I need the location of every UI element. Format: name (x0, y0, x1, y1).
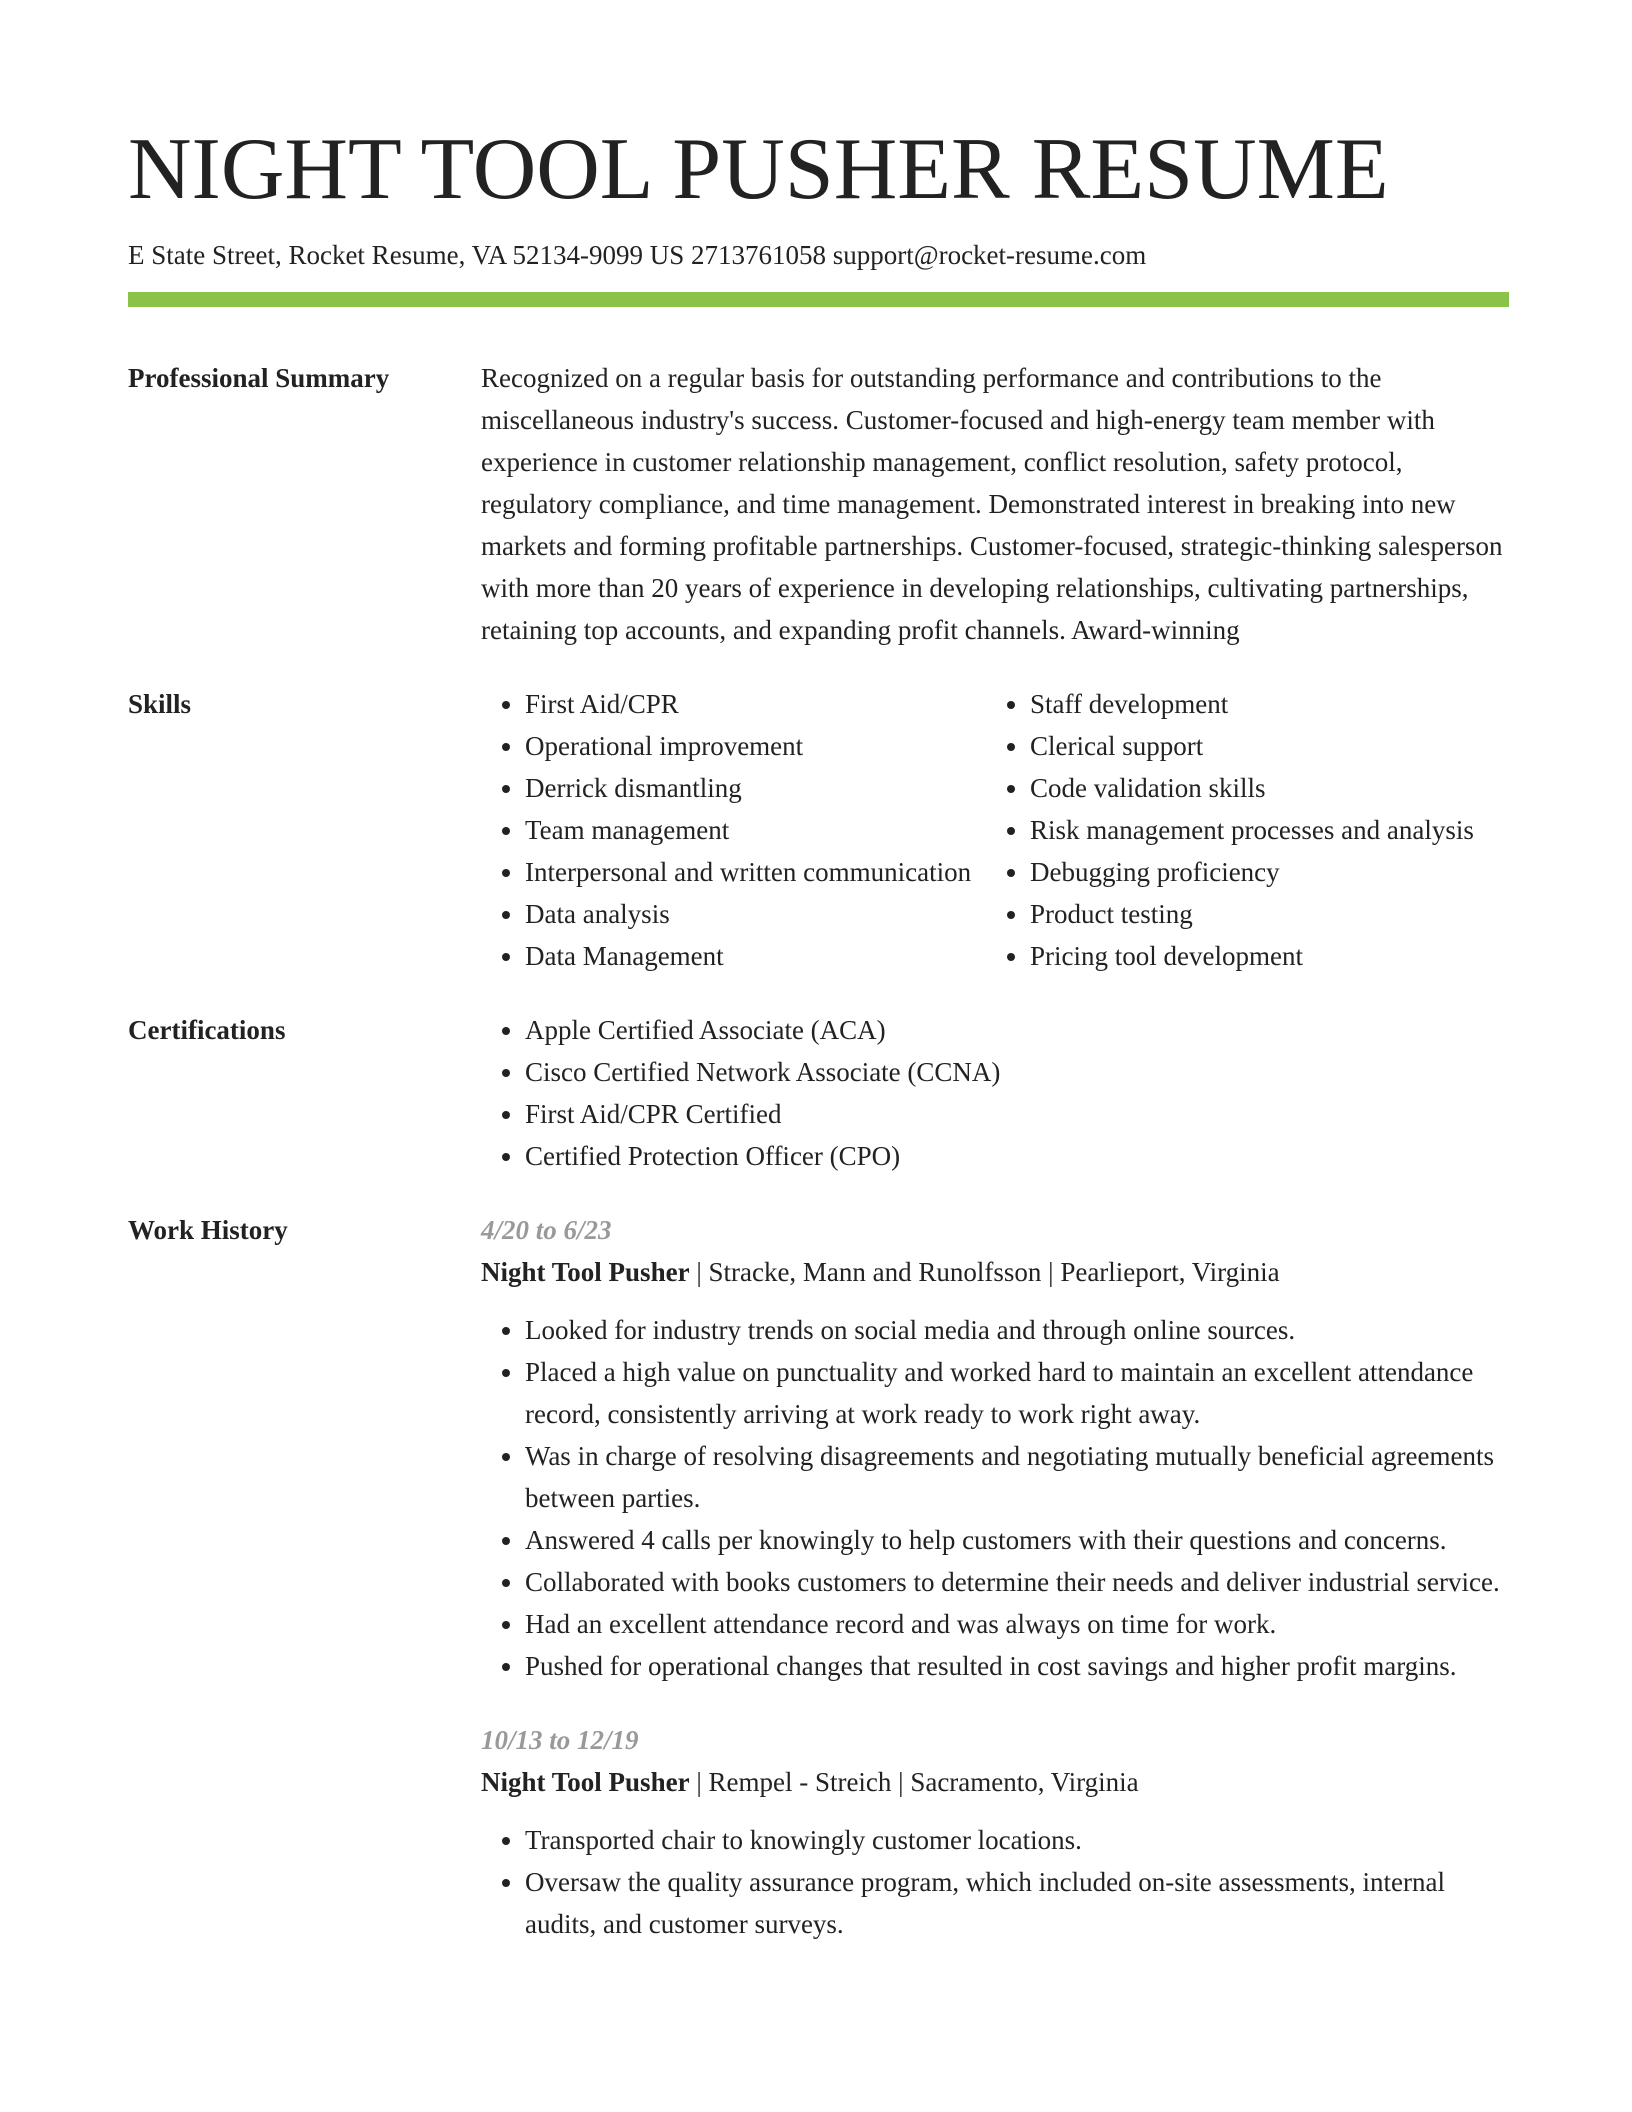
skill-item: • First Aid/CPR (525, 683, 986, 725)
job-bullet: • Pushed for operational changes that resulted in cost savings and higher profit margins. (525, 1645, 1509, 1687)
job-entry (481, 1719, 1509, 1945)
skill-item: • Operational improvement (525, 725, 986, 767)
skills-list-left (481, 683, 986, 977)
job-bullet: • Was in charge of resolving disagreements and negotiating mutually beneficial agreements between parties. (525, 1435, 1509, 1519)
job-bullet: • Oversaw the quality assurance program, which included on-site assessments, internal audits, and customer surveys. (525, 1861, 1509, 1945)
skill-item: • Data Management (525, 935, 986, 977)
certifications-section (128, 1009, 1509, 1177)
summary-section (128, 357, 1509, 651)
skill-item: • Team management (525, 809, 986, 851)
skills-column-right (986, 683, 1509, 977)
skills-list-right (986, 683, 1509, 977)
skills-section (128, 683, 1509, 977)
skill-item: • Product testing (1030, 893, 1509, 935)
job-entry (481, 1209, 1509, 1687)
skill-item: • Pricing tool development (1030, 935, 1509, 977)
contact-line: E State Street, Rocket Resume, VA 52134-9099 US 2713761058 support@rocket-resume.com (128, 240, 1147, 270)
skills-columns (481, 683, 1509, 977)
certification-item: • First Aid/CPR Certified (525, 1093, 1509, 1135)
certification-item: • Apple Certified Associate (ACA) (525, 1009, 1509, 1051)
certification-item: • Cisco Certified Network Associate (CCNA) (525, 1051, 1509, 1093)
skill-item: • Clerical support (1030, 725, 1509, 767)
job-dates: 10/13 to 12/19 (481, 1725, 639, 1755)
job-bullets (481, 1309, 1509, 1687)
job-title: Night Tool Pusher (481, 1257, 690, 1287)
job-employer-location: | Stracke, Mann and Runolfsson | Pearlieport, Virginia (689, 1257, 1280, 1287)
skills-column-left (481, 683, 986, 977)
skill-item: • Code validation skills (1030, 767, 1509, 809)
certification-item: • Certified Protection Officer (CPO) (525, 1135, 1509, 1177)
skill-item: • Staff development (1030, 683, 1509, 725)
resume-page (128, 0, 1509, 1945)
job-bullet: • Transported chair to knowingly customer locations. (525, 1819, 1509, 1861)
job-employer-location: | Rempel - Streich | Sacramento, Virginia (689, 1767, 1139, 1797)
skill-item: • Risk management processes and analysis (1030, 809, 1509, 851)
skills-heading: Skills (128, 689, 192, 719)
job-bullet: • Placed a high value on punctuality and worked hard to maintain an excellent attendance record, consistently arriving at work ready to work right away. (525, 1351, 1509, 1435)
skill-item: • Interpersonal and written communication (525, 851, 986, 893)
job-title-line (481, 1251, 1509, 1293)
summary-heading: Professional Summary (128, 363, 390, 393)
job-bullet: • Collaborated with books customers to determine their needs and deliver industrial service. (525, 1561, 1509, 1603)
work-history-section (128, 1209, 1509, 1945)
work-history-heading: Work History (128, 1215, 288, 1245)
accent-divider (128, 292, 1509, 307)
job-bullet: • Answered 4 calls per knowingly to help customers with their questions and concerns. (525, 1519, 1509, 1561)
skill-item: • Derrick dismantling (525, 767, 986, 809)
job-bullet: • Had an excellent attendance record and was always on time for work. (525, 1603, 1509, 1645)
job-bullets (481, 1819, 1509, 1945)
job-bullet: • Looked for industry trends on social media and through online sources. (525, 1309, 1509, 1351)
certifications-list (481, 1009, 1509, 1177)
skill-item: • Debugging proficiency (1030, 851, 1509, 893)
certifications-heading: Certifications (128, 1015, 286, 1045)
job-dates: 4/20 to 6/23 (481, 1215, 612, 1245)
work-history-body (481, 1209, 1509, 1945)
skill-item: • Data analysis (525, 893, 986, 935)
job-title-line (481, 1761, 1509, 1803)
job-title: Night Tool Pusher (481, 1767, 690, 1797)
summary-text: Recognized on a regular basis for outstanding performance and contributions to the miscellaneous industry's success. Customer-focused and high-energy team member with experience in customer relationship management, conflict resolution, safety protocol, regulatory compliance, and time management. Demonstrated interest in breaking into new markets and forming profitable partnerships. Customer-focused, strategic-thinking salesperson with more than 20 years of experience in developing relationships, cultivating partnerships, retaining top accounts, and expanding profit channels. Award-winning (481, 363, 1503, 645)
resume-title: NIGHT TOOL PUSHER RESUME (128, 121, 1389, 218)
certifications-body (481, 1009, 1509, 1177)
